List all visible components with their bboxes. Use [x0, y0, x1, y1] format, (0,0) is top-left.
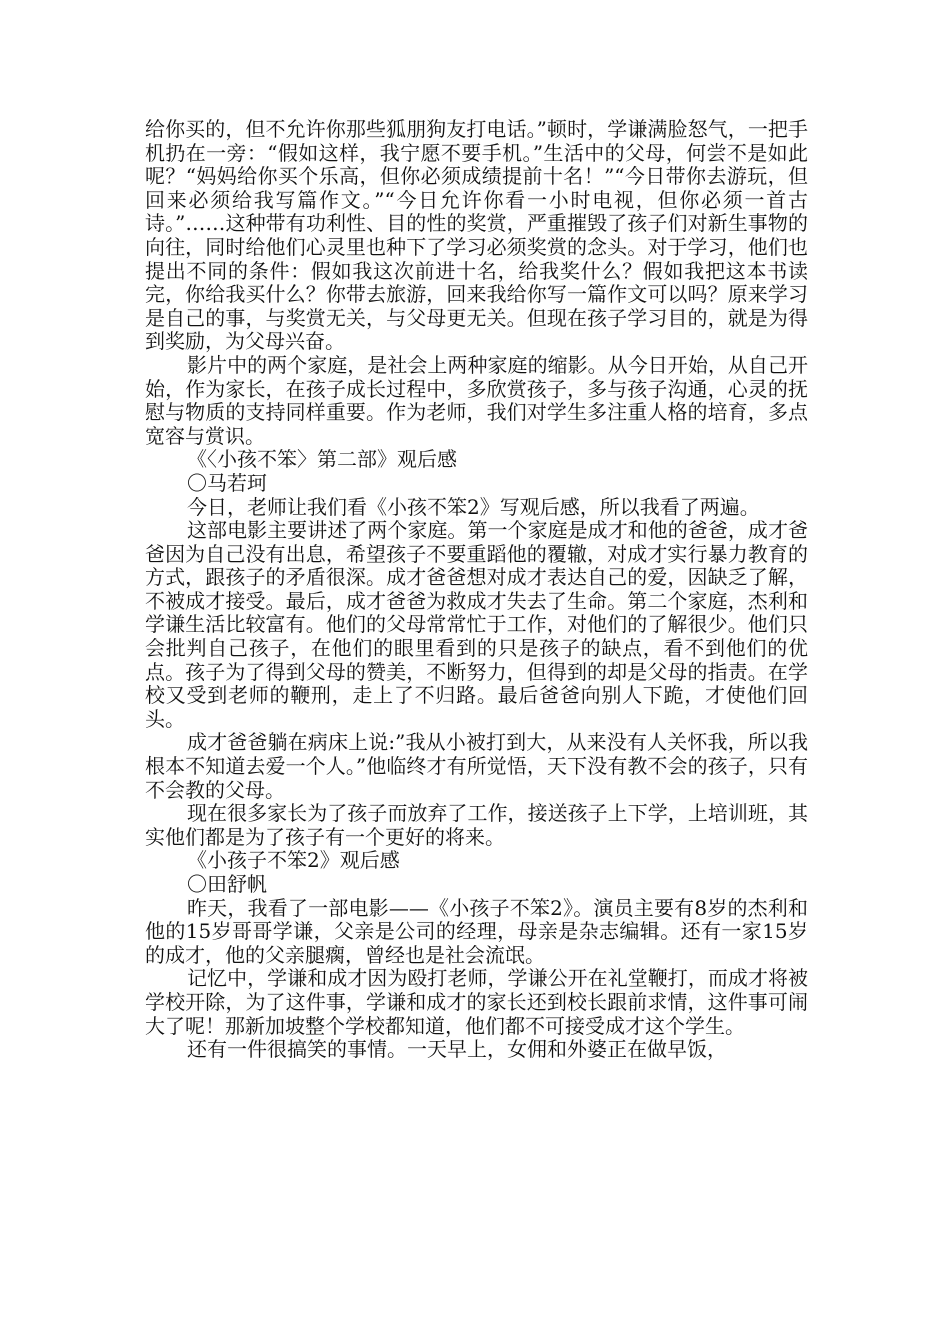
paragraph-essay1-conclusion: 现在很多家长为了孩子而放弃了工作，接送孩子上下学，上培训班，其实他们都是为了孩子有一个更好的将来。: [145, 801, 808, 849]
essay-author-2: 〇田舒帆: [187, 872, 267, 896]
paragraph-essay1-quote: 成才爸爸躺在病床上说:”我从小被打到大，从来没有人关怀我，所以我根本不知道去爱一个人。”他临终才有所觉悟，天下没有教不会的孩子，只有不会教的父母。: [145, 730, 808, 802]
paragraph-essay2-intro: 昨天，我看了一部电影——《小孩子不笨2》。演员主要有8岁的杰利和他的15岁哥哥学谦，父亲是公司的经理，母亲是杂志编辑。还有一家15岁的成才，他的父亲腿瘸，曾经也是社会流氓。: [145, 895, 808, 967]
essay-title-1: 《〈小孩不笨〉第二部》观后感: [187, 447, 457, 472]
paragraph-continued-text: 给你买的，但不允许你那些狐朋狗友打电话。”顿时，学谦满脸怒气，一把手机扔在一旁：“假如这样，我宁愿不要手机。”生活中的父母，何尝不是如此呢？“妈妈给你买个乐高，但你必须成绩提前十名！”“今日带你去游玩，但回来必须给我写篇作文。”“今日允许你看一小时电视，但你必须一首古诗。”……这种带有功利性、目的性的奖赏，严重摧毁了孩子们对新生事物的向往，同时给他们心灵里也种下了学习必须奖赏的念头。对于学习，他们也提出不同的条件：假如我这次前进十名，给我奖什么？假如我把这本书读完，你给我买什么？你带去旅游，回来我给你写一篇作文可以吗？原来学习是自己的事，与奖赏无关，与父母更无关。但现在孩子学习目的，就是为得到奖励，为父母兴奋。: [145, 117, 808, 354]
essay-author-1: 〇马若珂: [187, 470, 267, 495]
document-page: [145, 118, 808, 1062]
essay-title-2: 《小孩子不笨2》观后感: [187, 848, 400, 873]
paragraph-essay1-plot: 这部电影主要讲述了两个家庭。第一个家庭是成才和他的爸爸，成才爸爸因为自己没有出息，希望孩子不要重蹈他的覆辙，对成才实行暴力教育的方式，跟孩子的矛盾很深。成才爸爸想对成才表达自己的爱，因缺乏了解，不被成才接受。最后，成才爸爸为救成才失去了生命。第二个家庭，杰利和学谦生活比较富有。他们的父母常常忙于工作，对他们的了解很少。他们只会批判自己孩子，在他们的眼里看到的只是孩子的缺点，看不到他们的优点。孩子为了得到父母的赞美，不断努力，但得到的却是父母的指责。在学校又受到老师的鞭刑，走上了不归路。最后爸爸向别人下跪，才使他们回头。: [145, 518, 808, 731]
paragraph-essay2-memory: 记忆中，学谦和成才因为殴打老师，学谦公开在礼堂鞭打，而成才将被学校开除，为了这件事，学谦和成才的家长还到校长跟前求情，这件事可闹大了呢！那新加坡整个学校都知道，他们都不可接受成才这个学生。: [145, 966, 808, 1038]
paragraph-essay1-intro: 今日，老师让我们看《小孩不笨2》写观后感，所以我看了两遍。: [187, 494, 760, 519]
paragraph-family-reflection: 影片中的两个家庭，是社会上两种家庭的缩影。从今日开始，从自己开始，作为家长，在孩子成长过程中，多欣赏孩子，多与孩子沟通，心灵的抚慰与物质的支持同样重要。作为老师，我们对学生多注重人格的培育，多点宽容与赏识。: [145, 352, 808, 448]
paragraph-essay2-funny: 还有一件很搞笑的事情。一天早上，女佣和外婆正在做早饭，: [187, 1037, 727, 1062]
